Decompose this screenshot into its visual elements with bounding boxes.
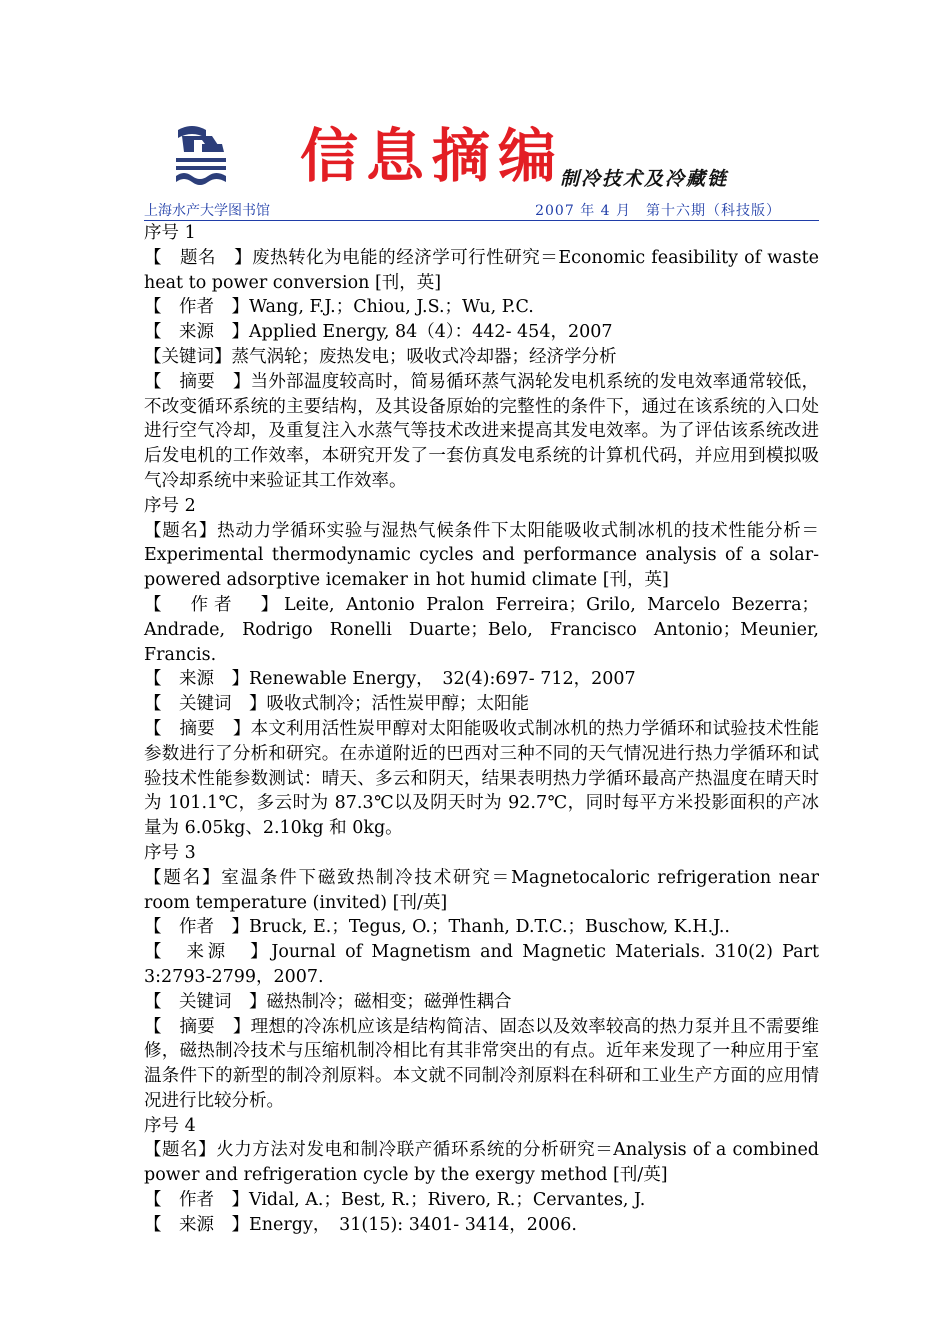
- entry-author: [144, 915, 819, 940]
- source-text: Energy， 31(15): 3401- 3414，2006.: [249, 1214, 577, 1235]
- entry-source: [144, 940, 819, 990]
- title-text: 火力方法对发电和制冷联产循环系统的分析研究＝Analysis of a combined power and refrigeration cycle by the exergy method [刊/英]: [144, 1140, 820, 1186]
- abstract-text: 本文利用活性炭甲醇对太阳能吸收式制冰机的热力学循环和试验技术性能参数进行了分析和研究。在赤道附近的巴西对三种不同的天气情况进行热力学循环和试验技术性能参数测试：晴天、多云和阴天，结果表明热力学循环最高产热温度在晴天时为 101.1℃，多云时为 87.3℃以及阴天时为 92.7℃，同时每平方米投影面积的产冰量为 6.05kg、2.10kg 和 0kg。: [144, 718, 820, 839]
- entry-seq: 序号 2: [144, 495, 196, 516]
- entry-abstract: [144, 717, 819, 841]
- entry-abstract: [144, 370, 819, 494]
- entry-seq: 序号 4: [144, 1115, 196, 1136]
- entry-source: [144, 667, 819, 692]
- keywords-label: 【 关键词 】: [144, 694, 267, 715]
- source-text: Journal of Magnetism and Magnetic Materials. 310(2) Part 3:2793-2799，2007.: [144, 942, 820, 987]
- abstract-text: 理想的冷冻机应该是结构简洁、固态以及效率较高的热力泵并且不需要维修，磁热制冷技术与压缩机制冷相比有其非常突出的有点。近年来发现了一种应用于室温条件下的新型的制冷剂原料。本文就不同制冷剂原料在科研和工业生产方面的应用情况进行比较分析。: [144, 1016, 820, 1111]
- entry-keywords: [144, 990, 819, 1015]
- source-label: 【 来源 】: [144, 322, 249, 343]
- keywords-text: 蒸气涡轮；废热发电；吸收式冷却器；经济学分析: [231, 346, 617, 367]
- author-label: 【 作者 】: [144, 297, 249, 318]
- keywords-label: 【关键词】: [144, 346, 232, 367]
- abstract-label: 【 摘要 】: [144, 1016, 251, 1037]
- source-label: 【 来源 】: [144, 1214, 249, 1235]
- entry-author: [144, 593, 819, 667]
- source-label: 【 来源 】: [144, 669, 249, 690]
- entry-author: [144, 295, 819, 320]
- source-text: Applied Energy, 84（4）：442- 454，2007: [249, 322, 613, 343]
- masthead-subtitle: 制冷技术及冷藏链: [560, 168, 729, 190]
- author-text: Leite, Antonio Pralon Ferreira；Grilo, Marcelo Bezerra；Andrade, Rodrigo Ronelli Duarte；Belo, Francisco Antonio；Meunier, Francis.: [144, 594, 820, 665]
- entry-title: [144, 1138, 819, 1188]
- entry-title: [144, 866, 819, 916]
- author-label: 【 作者 】: [144, 1190, 249, 1211]
- author-label: 【 作者 】: [144, 594, 285, 615]
- keywords-text: 吸收式制冷；活性炭甲醇；太阳能: [266, 694, 529, 715]
- entry-source: [144, 1213, 819, 1238]
- entry-title: [144, 519, 819, 593]
- entry-keywords: [144, 692, 819, 717]
- author-text: Vidal, A.；Best, R.；Rivero, R.；Cervantes, J.: [249, 1190, 646, 1211]
- library-name: 上海水产大学图书馆: [144, 203, 270, 219]
- abstract-label: 【 摘要 】: [144, 718, 251, 739]
- source-label: 【 来源 】: [144, 942, 272, 963]
- author-text: Wang, F.J.；Chiou, J.S.；Wu, P.C.: [249, 297, 534, 318]
- title-text: 废热转化为电能的经济学可行性研究＝Economic feasibility of waste heat to power conversion [刊，英]: [144, 247, 820, 293]
- library-logo-icon: [172, 122, 230, 186]
- entry-title: [144, 246, 819, 296]
- masthead: [144, 118, 819, 196]
- entry-seq: 序号 3: [144, 842, 196, 863]
- entry-abstract: [144, 1015, 819, 1114]
- abstract-text: 当外部温度较高时，简易循环蒸气涡轮发电机系统的发电效率通常较低，不改变循环系统的主要结构，及其设备原始的完整性的条件下，通过在该系统的入口处进行空气冷却，及重复注入水蒸气等技术改进来提高其发电效率。为了评估该系统改进后发电机的工作效率，本研究开发了一套仿真发电系统的计算机代码，并应用到模拟吸气冷却系统中来验证其工作效率。: [144, 371, 820, 491]
- title-label: 【 题名 】: [144, 247, 253, 268]
- author-label: 【 作者 】: [144, 917, 249, 938]
- abstract-label: 【 摘要 】: [144, 371, 251, 392]
- entry-source: [144, 320, 819, 345]
- issue-info-line: [144, 202, 819, 221]
- title-label: 【题名】: [144, 520, 218, 541]
- entry-keywords: [144, 345, 819, 370]
- entry-author: [144, 1188, 819, 1213]
- masthead-title: 信息摘编: [300, 122, 565, 190]
- source-text: Renewable Energy， 32(4):697- 712，2007: [249, 669, 636, 690]
- issue-date: 2007 年 4 月 第十六期（科技版）: [535, 203, 781, 219]
- entry-seq: 序号 1: [144, 223, 196, 243]
- title-label: 【题名】: [144, 1140, 217, 1161]
- title-label: 【题名】: [144, 867, 222, 888]
- title-text: 热动力学循环实验与湿热气候条件下太阳能吸收式制冰机的技术性能分析＝Experimental thermodynamic cycles and performance analysis of a solar-powered adsorptive icemaker in hot humid climate [刊，英]: [144, 520, 820, 591]
- keywords-label: 【 关键词 】: [144, 991, 267, 1012]
- abstracts-content: [144, 221, 819, 1238]
- document-page: [144, 118, 819, 1238]
- author-text: Bruck, E.；Tegus, O.；Thanh, D.T.C.；Buschow, K.H.J..: [249, 917, 730, 938]
- keywords-text: 磁热制冷；磁相变；磁弹性耦合: [266, 991, 512, 1012]
- title-text: 室温条件下磁致热制冷技术研究＝Magnetocaloric refrigeration near room temperature (invited) [刊/英]: [144, 867, 820, 913]
